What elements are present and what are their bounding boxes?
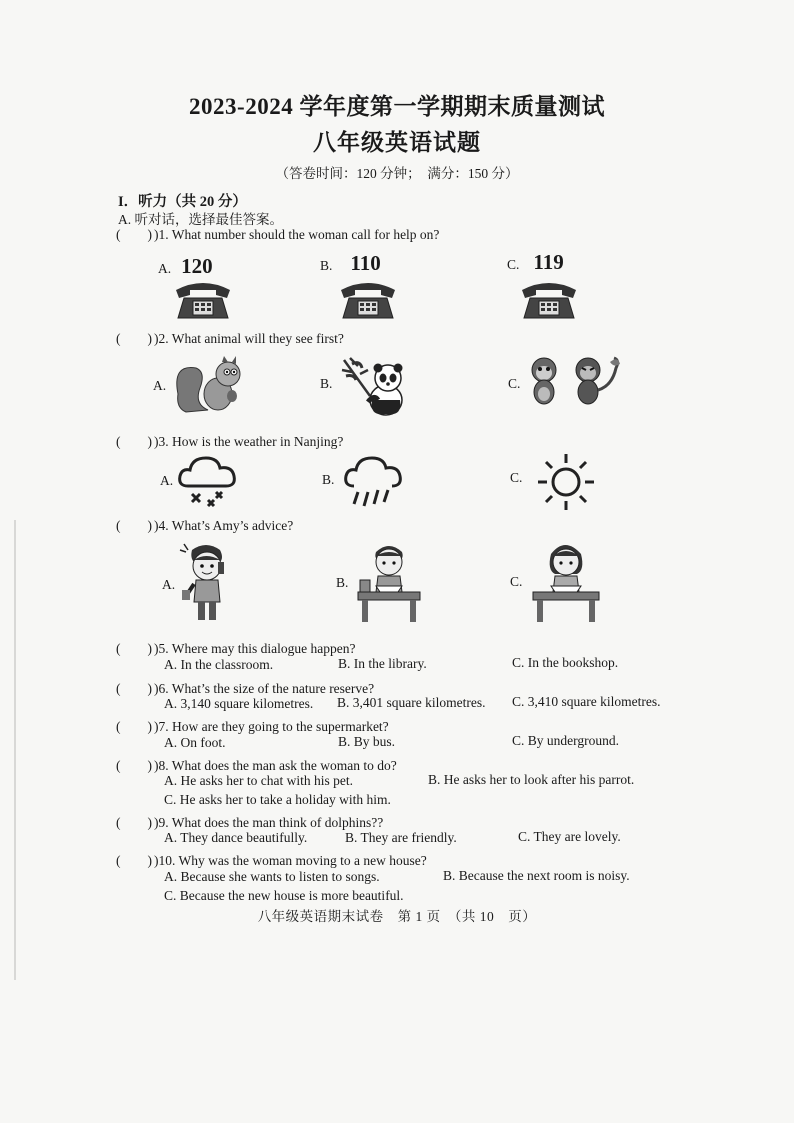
q5-option-c[interactable]: C. In the bookshop. bbox=[512, 655, 619, 670]
q2-option-b[interactable]: B. bbox=[320, 376, 333, 391]
q6-option-c[interactable]: C. 3,410 square kilometres. bbox=[512, 694, 661, 709]
question-stem: )10. Why was the woman moving to a new house? bbox=[154, 853, 427, 868]
q1-c-number: 119 bbox=[533, 250, 564, 274]
question-stem: )5. Where may this dialogue happen? bbox=[154, 641, 356, 656]
answer-blank[interactable]: ( ) bbox=[116, 227, 152, 242]
question-stem: )2. What animal will they see first? bbox=[154, 331, 344, 346]
telephone-icon bbox=[337, 278, 399, 320]
q10-option-c[interactable]: C. Because the new house is more beautiful. bbox=[164, 888, 404, 903]
q7-option-a[interactable]: A. On foot. bbox=[164, 735, 226, 750]
telephone-icon bbox=[172, 278, 234, 320]
q10-option-b[interactable]: B. Because the next room is noisy. bbox=[443, 868, 630, 883]
boy-reading-icon bbox=[356, 540, 422, 624]
panda-icon bbox=[340, 356, 414, 418]
answer-blank[interactable]: ( ) bbox=[116, 815, 152, 830]
q2-option-a[interactable]: A. bbox=[153, 378, 167, 393]
question-stem: )1. What number should the woman call for help on? bbox=[154, 227, 440, 242]
q1-a-number: 120 bbox=[181, 254, 213, 278]
question-6 bbox=[116, 677, 374, 697]
answer-blank[interactable]: ( ) bbox=[116, 518, 152, 533]
answer-blank[interactable]: ( ) bbox=[116, 681, 152, 696]
q10-option-a[interactable]: A. Because she wants to listen to songs. bbox=[164, 869, 380, 884]
q1-option-a[interactable]: A. 120 bbox=[158, 254, 213, 278]
q9-option-a[interactable]: A. They dance beautifully. bbox=[164, 830, 308, 845]
question-2 bbox=[116, 327, 344, 347]
section-title: I．听力（共 20 分） bbox=[118, 194, 247, 210]
question-stem: )6. What’s the size of the nature reserve? bbox=[154, 681, 375, 696]
rain-cloud-icon bbox=[344, 454, 406, 510]
q6-option-a[interactable]: A. 3,140 square kilometres. bbox=[164, 696, 314, 711]
question-stem: )9. What does the man think of dolphins?? bbox=[154, 815, 384, 830]
question-9 bbox=[116, 811, 383, 831]
answer-blank[interactable]: ( ) bbox=[116, 758, 152, 773]
q4-option-a[interactable]: A. bbox=[162, 577, 176, 592]
answer-blank[interactable]: ( ) bbox=[116, 719, 152, 734]
q5-option-a[interactable]: A. In the classroom. bbox=[164, 657, 274, 672]
answer-blank[interactable]: ( ) bbox=[116, 331, 152, 346]
snow-cloud-icon bbox=[176, 454, 242, 510]
q4-option-b[interactable]: B. bbox=[336, 575, 349, 590]
part-a-instruction: A. 听对话，选择最佳答案。 bbox=[118, 212, 283, 227]
q1-option-c[interactable]: C. 119 bbox=[507, 250, 564, 274]
question-stem: )8. What does the man ask the woman to do? bbox=[154, 758, 397, 773]
q8-option-a[interactable]: A. He asks her to chat with his pet. bbox=[164, 773, 353, 788]
q6-option-b[interactable]: B. 3,401 square kilometres. bbox=[337, 695, 486, 710]
q9-option-c[interactable]: C. They are lovely. bbox=[518, 829, 621, 844]
girl-reading-icon bbox=[531, 536, 601, 624]
q9-option-b[interactable]: B. They are friendly. bbox=[345, 830, 457, 845]
q7-option-c[interactable]: C. By underground. bbox=[512, 733, 619, 748]
squirrel-icon bbox=[172, 354, 248, 416]
question-4 bbox=[116, 514, 293, 534]
q4-option-c[interactable]: C. bbox=[510, 574, 523, 589]
question-8 bbox=[116, 754, 397, 774]
question-stem: )4. What’s Amy’s advice? bbox=[154, 518, 294, 533]
page-footer: 八年级英语期末试卷 第 1 页 （共 10 页） bbox=[257, 909, 537, 924]
telephone-icon bbox=[518, 278, 580, 320]
q3-option-b[interactable]: B. bbox=[322, 472, 335, 487]
question-7 bbox=[116, 715, 389, 735]
page-subtitle: 八年级英语试题 bbox=[313, 130, 481, 155]
exam-info: （答卷时间：120 分钟； 满分：150 分） bbox=[275, 166, 519, 181]
q3-option-a[interactable]: A. bbox=[160, 473, 174, 488]
question-5 bbox=[116, 637, 355, 657]
question-stem: )3. How is the weather in Nanjing? bbox=[154, 434, 344, 449]
sun-icon bbox=[536, 452, 596, 512]
answer-blank[interactable]: ( ) bbox=[116, 853, 152, 868]
q3-option-c[interactable]: C. bbox=[510, 470, 523, 485]
q2-option-c[interactable]: C. bbox=[508, 376, 521, 391]
monkeys-icon bbox=[526, 356, 622, 408]
page-title: 2023-2024 学年度第一学期期末质量测试 bbox=[189, 94, 605, 119]
answer-blank[interactable]: ( ) bbox=[116, 434, 152, 449]
q7-option-b[interactable]: B. By bus. bbox=[338, 734, 396, 749]
boy-on-phone-icon bbox=[178, 540, 238, 624]
question-10 bbox=[116, 849, 427, 869]
q5-option-b[interactable]: B. In the library. bbox=[338, 656, 427, 671]
q8-option-c[interactable]: C. He asks her to take a holiday with him. bbox=[164, 792, 391, 807]
answer-blank[interactable]: ( ) bbox=[116, 641, 152, 656]
question-1 bbox=[116, 223, 439, 243]
question-stem: )7. How are they going to the supermarket? bbox=[154, 719, 389, 734]
question-3 bbox=[116, 430, 343, 450]
q1-option-b[interactable]: B. 110 bbox=[320, 251, 381, 275]
q1-b-number: 110 bbox=[350, 251, 381, 275]
q8-option-b[interactable]: B. He asks her to look after his parrot. bbox=[428, 772, 635, 787]
